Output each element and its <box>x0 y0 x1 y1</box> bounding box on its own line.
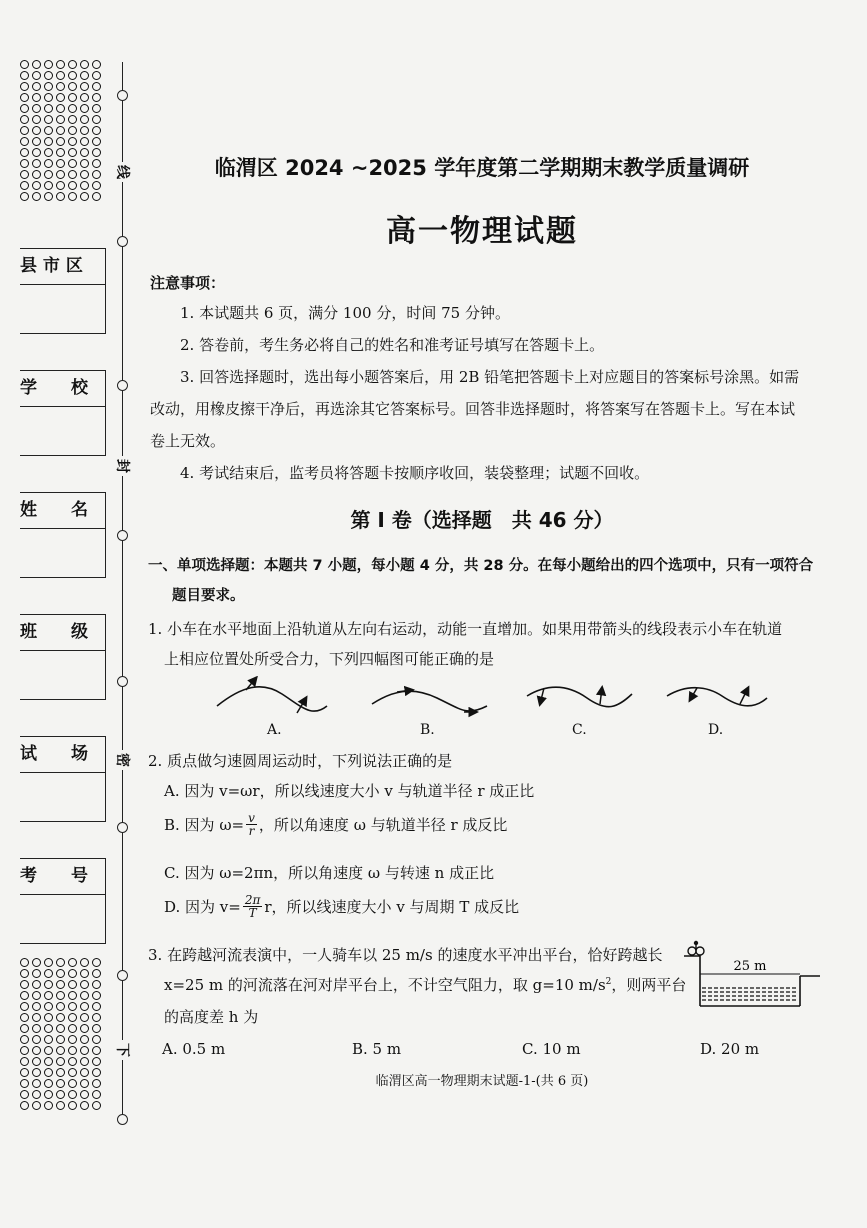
q2-option-b-den: r <box>248 824 255 838</box>
binding-dot <box>32 1090 41 1099</box>
binding-circle <box>117 822 128 833</box>
q1-option-a-label: A. <box>267 722 282 738</box>
binding-dot <box>20 60 29 69</box>
binding-dot <box>92 60 101 69</box>
binding-dot <box>80 1046 89 1055</box>
binding-circle <box>117 970 128 981</box>
q3-option-b: B. 5 m <box>352 1040 402 1058</box>
binding-dot <box>92 1002 101 1011</box>
binding-dot <box>92 1057 101 1066</box>
field-exam-number-label: 考 号 <box>20 859 105 895</box>
binding-dot <box>20 148 29 157</box>
field-county-blank <box>20 285 105 333</box>
binding-dot <box>44 980 53 989</box>
binding-dot <box>68 137 77 146</box>
binding-dot <box>56 1046 65 1055</box>
binding-dot <box>56 980 65 989</box>
binding-dot <box>80 1101 89 1110</box>
binding-dot <box>20 1057 29 1066</box>
binding-dot <box>32 192 41 201</box>
binding-dot <box>44 93 53 102</box>
section-title: 第 Ⅰ 卷（选择题 共 46 分） <box>350 508 614 532</box>
binding-dot <box>32 159 41 168</box>
binding-dot <box>32 1024 41 1033</box>
binding-dot <box>32 1068 41 1077</box>
binding-dot <box>68 958 77 967</box>
binding-dot <box>44 1090 53 1099</box>
binding-dot <box>68 980 77 989</box>
binding-dot <box>20 1068 29 1077</box>
binding-dot <box>68 1068 77 1077</box>
notice-item: 1. 本试题共 6 页，满分 100 分，时间 75 分钟。 <box>180 304 510 322</box>
binding-dot <box>32 980 41 989</box>
field-exam-number <box>20 858 106 944</box>
binding-dot <box>56 60 65 69</box>
binding-dot <box>80 1068 89 1077</box>
binding-dot <box>32 1079 41 1088</box>
binding-dot <box>56 1101 65 1110</box>
binding-dot <box>44 104 53 113</box>
field-exam-room-blank <box>20 773 105 821</box>
binding-dot <box>20 1046 29 1055</box>
binding-dot <box>92 1024 101 1033</box>
binding-dot <box>44 991 53 1000</box>
q2-option-d-den: T <box>248 906 257 920</box>
binding-dot <box>80 1013 89 1022</box>
binding-dot <box>44 181 53 190</box>
binding-char-xia: 下 <box>113 1040 133 1060</box>
binding-dot <box>32 1002 41 1011</box>
binding-dot <box>20 104 29 113</box>
binding-dot <box>56 1090 65 1099</box>
binding-dot <box>92 159 101 168</box>
q1-figure-d <box>667 688 767 706</box>
part-instruction: 一、单项选择题：本题共 7 小题，每小题 4 分，共 28 分。在每小题给出的四个选项中，只有一项符合 <box>148 558 814 574</box>
binding-dot <box>80 969 89 978</box>
binding-dot <box>20 969 29 978</box>
binding-dot <box>68 1101 77 1110</box>
binding-dot <box>32 170 41 179</box>
binding-dot <box>32 1013 41 1022</box>
binding-dot <box>92 93 101 102</box>
binding-dot <box>44 159 53 168</box>
binding-dot <box>44 115 53 124</box>
binding-dot <box>68 159 77 168</box>
field-county-label: 县 市 区 <box>20 249 105 285</box>
q1-option-b-label: B. <box>420 722 435 738</box>
binding-char-feng: 封 <box>113 456 133 476</box>
binding-dot <box>32 60 41 69</box>
binding-dot <box>92 71 101 80</box>
binding-dot <box>68 82 77 91</box>
q2-option-d <box>164 894 519 919</box>
binding-dot <box>92 991 101 1000</box>
binding-circle <box>117 530 128 541</box>
binding-dot <box>92 115 101 124</box>
binding-dot <box>20 71 29 80</box>
binding-circle <box>117 380 128 391</box>
binding-dot <box>92 1079 101 1088</box>
q1-figures <box>212 676 772 726</box>
field-school-label: 学 校 <box>20 371 105 407</box>
binding-dot <box>56 1013 65 1022</box>
binding-dot <box>20 159 29 168</box>
binding-dot <box>68 969 77 978</box>
binding-dot <box>32 1046 41 1055</box>
binding-dot <box>56 71 65 80</box>
binding-dots-top <box>20 60 104 203</box>
binding-dot <box>44 1101 53 1110</box>
binding-dot <box>56 82 65 91</box>
binding-dot <box>20 958 29 967</box>
q3-stem-cont-post: ，则两平台 <box>611 976 687 994</box>
binding-dot <box>56 1002 65 1011</box>
binding-dot <box>44 170 53 179</box>
binding-dot <box>68 60 77 69</box>
q1-figure-a <box>217 678 327 713</box>
binding-dot <box>56 115 65 124</box>
binding-dot <box>92 1068 101 1077</box>
q3-option-d: D. 20 m <box>700 1040 760 1058</box>
binding-dot <box>92 126 101 135</box>
field-class-label: 班 级 <box>20 615 105 651</box>
binding-dot <box>44 71 53 80</box>
field-county <box>20 248 106 334</box>
binding-dot <box>44 60 53 69</box>
q3-stem-cont-sup: 2 <box>605 977 612 987</box>
q3-figure-label: 25 m <box>733 959 767 974</box>
binding-dot <box>32 969 41 978</box>
binding-dot <box>44 1079 53 1088</box>
q1-stem: 1. 小车在水平地面上沿轨道从左向右运动，动能一直增加。如果用带箭头的线段表示小车在轨道 <box>148 620 783 638</box>
q3-stem-end: 的高度差 h 为 <box>164 1008 259 1026</box>
q3-stem: 3. 在跨越河流表演中，一人骑车以 25 m/s 的速度水平冲出平台，恰好跨越长 <box>148 946 663 964</box>
q2-option-c: C. 因为 ω=2πn，所以角速度 ω 与转速 n 成正比 <box>164 864 495 882</box>
binding-dot <box>44 137 53 146</box>
binding-dot <box>56 1024 65 1033</box>
q2-option-b-post: ，所以角速度 ω 与轨道半径 r 成反比 <box>258 816 508 834</box>
binding-dot <box>20 1035 29 1044</box>
binding-dot <box>44 1024 53 1033</box>
q3-stem-cont-pre: x=25 m 的河流落在河对岸平台上，不计空气阻力，取 g=10 m/s <box>164 976 606 994</box>
binding-dot <box>92 1101 101 1110</box>
binding-dot <box>68 1002 77 1011</box>
binding-dot <box>20 1079 29 1088</box>
binding-circle <box>117 236 128 247</box>
binding-dot <box>80 170 89 179</box>
binding-dot <box>56 1079 65 1088</box>
binding-dot <box>80 1090 89 1099</box>
binding-dot <box>92 104 101 113</box>
exam-title: 高一物理试题 <box>386 214 578 249</box>
binding-dot <box>44 148 53 157</box>
binding-dot <box>32 1035 41 1044</box>
field-class-blank <box>20 651 105 699</box>
binding-dot <box>80 71 89 80</box>
binding-dot <box>80 1035 89 1044</box>
binding-dot <box>32 82 41 91</box>
binding-dot <box>20 181 29 190</box>
binding-dot <box>20 137 29 146</box>
binding-dot <box>68 1046 77 1055</box>
binding-dot <box>80 115 89 124</box>
binding-dot <box>68 115 77 124</box>
binding-circle <box>117 1114 128 1125</box>
q1-option-d-label: D. <box>708 722 724 738</box>
binding-dot <box>80 104 89 113</box>
binding-dot <box>32 104 41 113</box>
binding-dot <box>56 958 65 967</box>
binding-dot <box>68 1035 77 1044</box>
notice-item: 2. 答卷前，考生务必将自己的姓名和准考证号填写在答题卡上。 <box>180 336 605 354</box>
binding-dot <box>32 148 41 157</box>
q2-option-d-fraction <box>243 894 263 919</box>
q1-figure-c <box>527 687 632 706</box>
binding-dot <box>20 980 29 989</box>
binding-dot <box>44 1002 53 1011</box>
binding-dot <box>80 93 89 102</box>
binding-dot <box>20 192 29 201</box>
binding-dot <box>92 181 101 190</box>
q2-option-d-post: r，所以线速度大小 v 与周期 T 成反比 <box>264 898 520 916</box>
notice-title: 注意事项： <box>150 274 226 292</box>
binding-dot <box>80 1024 89 1033</box>
q3-river-figure <box>682 940 822 1012</box>
field-exam-room <box>20 736 106 822</box>
field-class <box>20 614 106 700</box>
binding-dot <box>44 192 53 201</box>
binding-dot <box>80 1002 89 1011</box>
notice-item: 改动，用橡皮擦干净后，再选涂其它答案标号。回答非选择题时，将答案写在答题卡上。写在本试 <box>150 400 796 418</box>
q2-option-b-pre: B. 因为 ω= <box>164 816 245 834</box>
binding-dot <box>68 104 77 113</box>
binding-dot <box>68 93 77 102</box>
binding-dot <box>44 958 53 967</box>
binding-dot <box>80 148 89 157</box>
q2-option-d-num: 2π <box>244 893 261 907</box>
binding-dot <box>32 115 41 124</box>
binding-dot <box>44 1013 53 1022</box>
binding-dot <box>80 137 89 146</box>
binding-dot <box>20 1101 29 1110</box>
binding-dot <box>20 170 29 179</box>
binding-dot <box>68 1057 77 1066</box>
q2-option-a: A. 因为 v=ωr，所以线速度大小 v 与轨道半径 r 成正比 <box>164 782 535 800</box>
binding-dot <box>92 82 101 91</box>
binding-dot <box>20 1013 29 1022</box>
page-footer: 临渭区高一物理期末试题-1-(共 6 页) <box>375 1074 589 1089</box>
binding-circle <box>117 90 128 101</box>
binding-dot <box>68 181 77 190</box>
q1-figure-b <box>372 690 487 712</box>
field-school-blank <box>20 407 105 455</box>
binding-dot <box>44 126 53 135</box>
binding-dot <box>80 991 89 1000</box>
binding-dot <box>32 1101 41 1110</box>
binding-line <box>122 62 123 1122</box>
binding-dot <box>56 991 65 1000</box>
binding-dot <box>56 148 65 157</box>
binding-dot <box>92 1046 101 1055</box>
binding-dot <box>56 104 65 113</box>
binding-dot <box>32 958 41 967</box>
binding-dot <box>80 60 89 69</box>
binding-dot <box>68 71 77 80</box>
binding-dot <box>80 1079 89 1088</box>
binding-dot <box>80 181 89 190</box>
binding-dot <box>56 137 65 146</box>
rider-icon <box>688 941 704 955</box>
binding-dot <box>92 137 101 146</box>
binding-dot <box>20 82 29 91</box>
binding-dot <box>92 1035 101 1044</box>
binding-dot <box>92 1090 101 1099</box>
binding-dot <box>32 181 41 190</box>
binding-dot <box>20 1024 29 1033</box>
binding-dot <box>56 181 65 190</box>
binding-dot <box>44 1057 53 1066</box>
binding-dot <box>80 192 89 201</box>
binding-dot <box>80 958 89 967</box>
binding-dot <box>56 170 65 179</box>
binding-dot <box>20 93 29 102</box>
binding-dot <box>92 958 101 967</box>
binding-dot <box>56 159 65 168</box>
binding-dot <box>56 1035 65 1044</box>
binding-dot <box>44 1068 53 1077</box>
binding-dot <box>20 1090 29 1099</box>
binding-dot <box>56 192 65 201</box>
q2-option-b-num: v <box>248 811 255 825</box>
notice-item: 3. 回答选择题时，选出每小题答案后，用 2B 铅笔把答题卡上对应题目的答案标号涂黑。如需 <box>180 368 800 386</box>
q3-option-a: A. 0.5 m <box>162 1040 226 1058</box>
binding-dot <box>68 1079 77 1088</box>
binding-dot <box>92 980 101 989</box>
binding-dot <box>80 82 89 91</box>
binding-dot <box>32 1057 41 1066</box>
binding-dot <box>80 126 89 135</box>
binding-dots-bottom <box>20 958 104 1112</box>
q1-option-c-label: C. <box>572 722 587 738</box>
binding-dot <box>56 93 65 102</box>
binding-dot <box>44 1035 53 1044</box>
binding-dot <box>92 170 101 179</box>
binding-dot <box>80 980 89 989</box>
binding-char-xian: 线 <box>113 162 133 182</box>
binding-dot <box>68 1090 77 1099</box>
binding-dot <box>56 969 65 978</box>
binding-dot <box>32 991 41 1000</box>
binding-dot <box>68 1013 77 1022</box>
binding-dot <box>20 991 29 1000</box>
binding-dot <box>68 991 77 1000</box>
q2-stem: 2. 质点做匀速圆周运动时，下列说法正确的是 <box>148 752 453 770</box>
binding-dot <box>56 126 65 135</box>
q3-option-c: C. 10 m <box>522 1040 581 1058</box>
binding-dot <box>92 1013 101 1022</box>
binding-dot <box>92 969 101 978</box>
binding-dot <box>32 71 41 80</box>
q2-option-b-fraction <box>246 812 257 837</box>
notice-item: 4. 考试结束后，监考员将答题卡按顺序收回，装袋整理；试题不回收。 <box>180 464 650 482</box>
binding-dot <box>92 148 101 157</box>
binding-dot <box>20 126 29 135</box>
binding-dot <box>80 1057 89 1066</box>
field-name-blank <box>20 529 105 577</box>
part-instruction-cont: 题目要求。 <box>172 588 245 604</box>
binding-dot <box>32 93 41 102</box>
field-exam-number-blank <box>20 895 105 943</box>
field-exam-room-label: 试 场 <box>20 737 105 773</box>
binding-circle <box>117 676 128 687</box>
exam-header: 临渭区 2024 ~2025 学年度第二学期期末教学质量调研 <box>214 156 750 180</box>
q1-stem-cont: 上相应位置处所受合力，下列四幅图可能正确的是 <box>164 650 495 668</box>
binding-dot <box>20 1002 29 1011</box>
binding-dot <box>68 148 77 157</box>
binding-dot <box>56 1068 65 1077</box>
binding-dot <box>68 1024 77 1033</box>
field-school <box>20 370 106 456</box>
binding-dot <box>44 82 53 91</box>
field-name-label: 姓 名 <box>20 493 105 529</box>
binding-dot <box>32 126 41 135</box>
field-name <box>20 492 106 578</box>
binding-char-mi: 密 <box>113 750 133 770</box>
binding-dot <box>44 969 53 978</box>
binding-dot <box>92 192 101 201</box>
q3-stem-cont <box>164 974 686 995</box>
binding-dot <box>20 115 29 124</box>
binding-dot <box>32 137 41 146</box>
binding-dot <box>56 1057 65 1066</box>
binding-dot <box>68 126 77 135</box>
binding-dot <box>44 1046 53 1055</box>
binding-dot <box>80 159 89 168</box>
q2-option-b <box>164 812 507 837</box>
notice-item: 卷上无效。 <box>150 432 226 450</box>
binding-dot <box>68 192 77 201</box>
q2-option-d-pre: D. 因为 v= <box>164 898 241 916</box>
binding-dot <box>68 170 77 179</box>
